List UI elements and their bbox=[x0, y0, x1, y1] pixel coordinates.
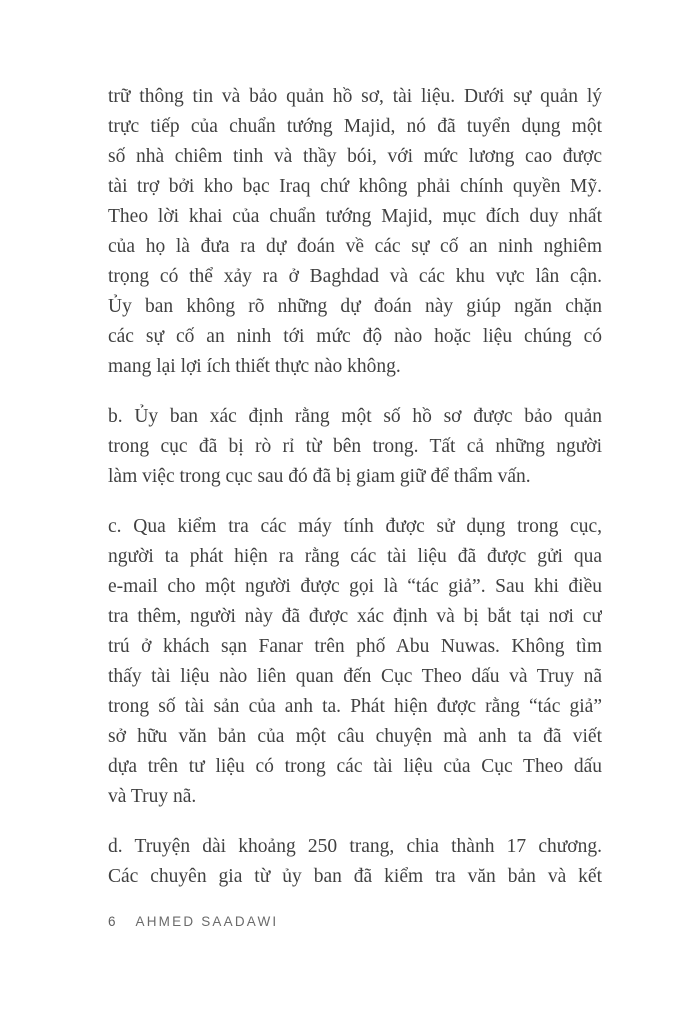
text-line: Các chuyên gia từ ủy ban đã kiểm tra văn bản và kết bbox=[108, 866, 602, 887]
text-line: c. Qua kiểm tra các máy tính được sử dụng trong cục, bbox=[108, 516, 602, 537]
text-line: e-mail cho một người được gọi là “tác giả”. Sau khi điều bbox=[108, 576, 602, 597]
text-line: các sự cố an ninh tới mức độ nào hoặc liệu chúng có bbox=[108, 326, 602, 347]
page-footer bbox=[108, 914, 278, 929]
text-line: trọng có thể xảy ra ở Baghdad và các khu vực lân cận. bbox=[108, 266, 602, 287]
text-line: b. Ủy ban xác định rằng một số hồ sơ được bảo quản bbox=[108, 406, 602, 427]
text-line: mang lại lợi ích thiết thực nào không. bbox=[108, 356, 401, 377]
text-line: trong cục đã bị rò rỉ từ bên trong. Tất cả những người bbox=[108, 436, 602, 457]
paragraph-item-d bbox=[108, 832, 602, 892]
running-head-author: AHMED SAADAWI bbox=[135, 914, 279, 929]
text-line: thấy tài liệu nào liên quan đến Cục Theo dấu và Truy nã bbox=[108, 666, 602, 687]
text-line: của họ là đưa ra dự đoán về các sự cố an ninh nghiêm bbox=[108, 236, 602, 257]
text-line: sở hữu văn bản của một câu chuyện mà anh ta đã viết bbox=[108, 726, 602, 747]
text-line: tài trợ bởi kho bạc Iraq chứ không phải chính quyền Mỹ. bbox=[108, 176, 602, 197]
text-line: trực tiếp của chuẩn tướng Majid, nó đã tuyển dụng một bbox=[108, 116, 602, 137]
text-line: Theo lời khai của chuẩn tướng Majid, mục đích duy nhất bbox=[108, 206, 602, 227]
text-line: Ủy ban không rõ những dự đoán này giúp ngăn chặn bbox=[108, 296, 602, 317]
text-line: trú ở khách sạn Fanar trên phố Abu Nuwas. Không tìm bbox=[108, 636, 602, 657]
text-line: trong số tài sản của anh ta. Phát hiện được rằng “tác giả” bbox=[108, 696, 602, 717]
page-number: 6 bbox=[108, 914, 116, 929]
body-text bbox=[108, 82, 602, 912]
paragraph-item-b bbox=[108, 402, 602, 492]
text-line: d. Truyện dài khoảng 250 trang, chia thành 17 chương. bbox=[108, 836, 602, 857]
text-line: người ta phát hiện ra rằng các tài liệu đã được gửi qua bbox=[108, 546, 602, 567]
text-line: số nhà chiêm tinh và thầy bói, với mức lương cao được bbox=[108, 146, 602, 167]
text-line: và Truy nã. bbox=[108, 786, 197, 807]
text-line: dựa trên tư liệu có trong các tài liệu của Cục Theo dấu bbox=[108, 756, 602, 777]
text-line: tra thêm, người này đã được xác định và bị bắt tại nơi cư bbox=[108, 606, 602, 627]
text-line: trữ thông tin và bảo quản hồ sơ, tài liệu. Dưới sự quản lý bbox=[108, 86, 602, 107]
text-line: làm việc trong cục sau đó đã bị giam giữ để thẩm vấn. bbox=[108, 466, 531, 487]
paragraph-item-c bbox=[108, 512, 602, 812]
paragraph-continuation bbox=[108, 82, 602, 382]
